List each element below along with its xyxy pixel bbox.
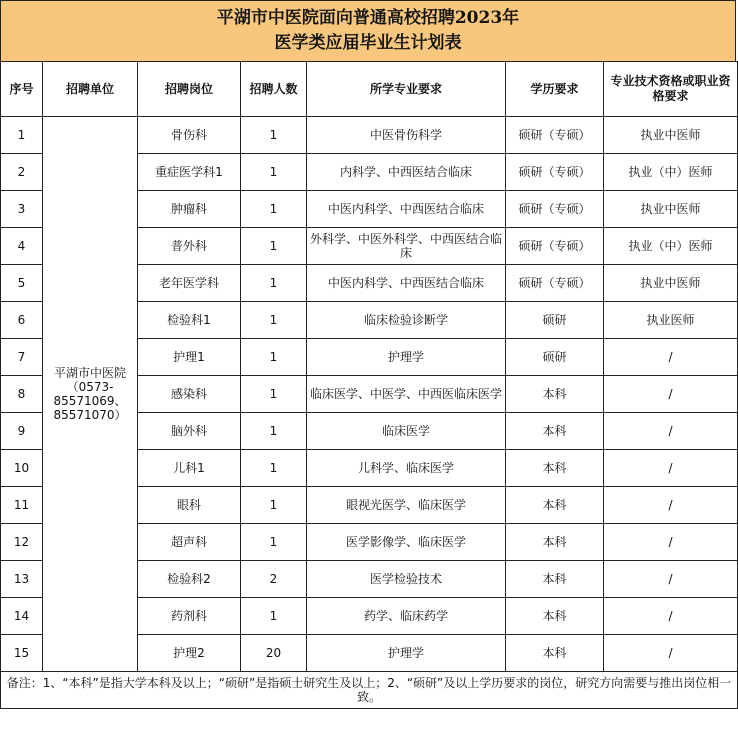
- cell-education: 本科: [506, 524, 604, 561]
- cell-position: 超声科: [138, 524, 241, 561]
- cell-major: 临床医学: [307, 413, 506, 450]
- cell-count: 2: [241, 561, 307, 598]
- cell-count: 1: [241, 154, 307, 191]
- unit-phone: （0573-85571069、85571070）: [53, 380, 127, 422]
- cell-count: 1: [241, 228, 307, 265]
- cell-education: 本科: [506, 598, 604, 635]
- cell-qualification: 执业医师: [604, 302, 738, 339]
- cell-major: 眼视光医学、临床医学: [307, 487, 506, 524]
- header-major: 所学专业要求: [307, 62, 506, 117]
- cell-major: 儿科学、临床医学: [307, 450, 506, 487]
- cell-education: 硕研（专硕）: [506, 228, 604, 265]
- cell-seq: 10: [1, 450, 43, 487]
- note-text: 备注：1、“本科”是指大学本科及以上；“硕研”是指硕士研究生及以上；2、“硕研”及以上学历要求的岗位，研究方向需要与推出岗位相一致。: [1, 672, 738, 709]
- cell-position: 普外科: [138, 228, 241, 265]
- note-row: [1, 672, 738, 709]
- cell-education: 硕研: [506, 302, 604, 339]
- cell-position: 药剂科: [138, 598, 241, 635]
- cell-seq: 8: [1, 376, 43, 413]
- cell-count: 1: [241, 598, 307, 635]
- cell-seq: 1: [1, 117, 43, 154]
- cell-education: 硕研（专硕）: [506, 265, 604, 302]
- cell-major: 临床检验诊断学: [307, 302, 506, 339]
- cell-count: 1: [241, 524, 307, 561]
- cell-position: 重症医学科1: [138, 154, 241, 191]
- cell-count: 1: [241, 117, 307, 154]
- header-count: 招聘人数: [241, 62, 307, 117]
- cell-education: 本科: [506, 487, 604, 524]
- cell-qualification: /: [604, 376, 738, 413]
- cell-position: 骨伤科: [138, 117, 241, 154]
- cell-qualification: /: [604, 450, 738, 487]
- cell-qualification: /: [604, 413, 738, 450]
- cell-count: 1: [241, 487, 307, 524]
- cell-count: 1: [241, 339, 307, 376]
- cell-position: 感染科: [138, 376, 241, 413]
- cell-major: 中医骨伤科学: [307, 117, 506, 154]
- cell-major: 护理学: [307, 635, 506, 672]
- cell-qualification: /: [604, 598, 738, 635]
- cell-seq: 13: [1, 561, 43, 598]
- cell-major: 中医内科学、中西医结合临床: [307, 265, 506, 302]
- cell-major: 外科学、中医外科学、中西医结合临床: [307, 228, 506, 265]
- cell-education: 硕研: [506, 339, 604, 376]
- cell-seq: 9: [1, 413, 43, 450]
- page-title: [0, 0, 736, 62]
- cell-education: 本科: [506, 413, 604, 450]
- cell-seq: 3: [1, 191, 43, 228]
- header-position: 招聘岗位: [138, 62, 241, 117]
- cell-major: 临床医学、中医学、中西医临床医学: [307, 376, 506, 413]
- cell-unit: [43, 117, 138, 672]
- cell-qualification: /: [604, 635, 738, 672]
- cell-seq: 11: [1, 487, 43, 524]
- cell-count: 1: [241, 376, 307, 413]
- cell-major: 医学检验技术: [307, 561, 506, 598]
- cell-position: 脑外科: [138, 413, 241, 450]
- cell-position: 老年医学科: [138, 265, 241, 302]
- cell-education: 本科: [506, 635, 604, 672]
- cell-count: 1: [241, 265, 307, 302]
- title-line-2: 医学类应届毕业生计划表: [274, 33, 462, 53]
- cell-count: 1: [241, 191, 307, 228]
- header-education: 学历要求: [506, 62, 604, 117]
- cell-qualification: 执业中医师: [604, 191, 738, 228]
- cell-seq: 4: [1, 228, 43, 265]
- cell-position: 护理1: [138, 339, 241, 376]
- cell-qualification: 执业（中）医师: [604, 154, 738, 191]
- cell-qualification: 执业（中）医师: [604, 228, 738, 265]
- cell-major: 内科学、中西医结合临床: [307, 154, 506, 191]
- cell-seq: 5: [1, 265, 43, 302]
- cell-education: 本科: [506, 450, 604, 487]
- cell-count: 20: [241, 635, 307, 672]
- cell-seq: 12: [1, 524, 43, 561]
- cell-qualification: /: [604, 487, 738, 524]
- cell-position: 护理2: [138, 635, 241, 672]
- unit-name: 平湖市中医院: [53, 366, 126, 380]
- header-seq: 序号: [1, 62, 43, 117]
- cell-qualification: /: [604, 561, 738, 598]
- cell-education: 硕研（专硕）: [506, 154, 604, 191]
- cell-education: 本科: [506, 376, 604, 413]
- recruitment-table: [0, 61, 738, 709]
- cell-major: 药学、临床药学: [307, 598, 506, 635]
- cell-position: 儿科1: [138, 450, 241, 487]
- title-line-1: 平湖市中医院面向普通高校招聘2023年: [216, 8, 520, 28]
- cell-count: 1: [241, 302, 307, 339]
- cell-seq: 15: [1, 635, 43, 672]
- cell-qualification: /: [604, 524, 738, 561]
- cell-count: 1: [241, 450, 307, 487]
- cell-qualification: /: [604, 339, 738, 376]
- cell-education: 硕研（专硕）: [506, 117, 604, 154]
- cell-qualification: 执业中医师: [604, 117, 738, 154]
- cell-seq: 14: [1, 598, 43, 635]
- header-unit: 招聘单位: [43, 62, 138, 117]
- cell-qualification: 执业中医师: [604, 265, 738, 302]
- cell-major: 护理学: [307, 339, 506, 376]
- table-header-row: [1, 62, 738, 117]
- cell-major: 医学影像学、临床医学: [307, 524, 506, 561]
- cell-position: 肿瘤科: [138, 191, 241, 228]
- table-row: [1, 117, 738, 154]
- cell-position: 眼科: [138, 487, 241, 524]
- cell-seq: 6: [1, 302, 43, 339]
- cell-education: 硕研（专硕）: [506, 191, 604, 228]
- cell-count: 1: [241, 413, 307, 450]
- cell-major: 中医内科学、中西医结合临床: [307, 191, 506, 228]
- cell-seq: 2: [1, 154, 43, 191]
- cell-position: 检验科1: [138, 302, 241, 339]
- cell-education: 本科: [506, 561, 604, 598]
- cell-seq: 7: [1, 339, 43, 376]
- header-qualification: 专业技术资格或职业资格要求: [604, 62, 738, 117]
- cell-position: 检验科2: [138, 561, 241, 598]
